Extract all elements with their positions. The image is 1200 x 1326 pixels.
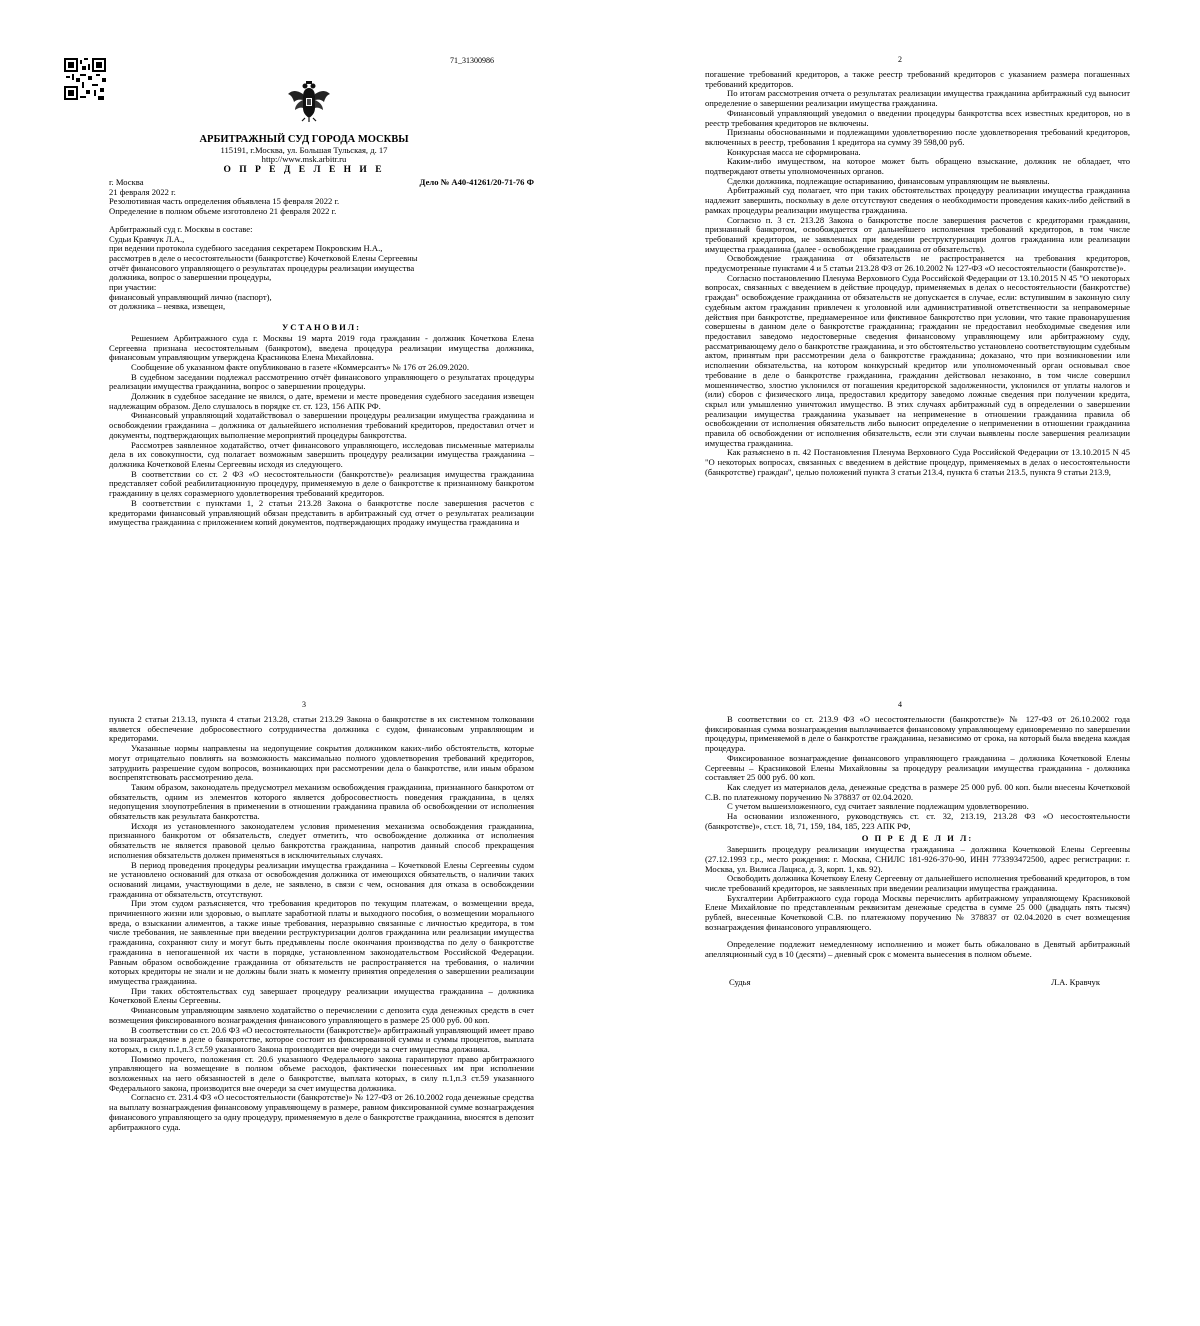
paragraph: Согласно постановлению Пленума Верховного Суда Российской Федерации от 13.10.2015 N 45 "О некоторых вопросах, связанных с введением в действие процедур, применяемых в делах о несостоятельности (банкротстве) граждан" освобождение гражданина от обязательств не допускается в случае, если: вступившим в законную силу судебным актом гражданин привлечен к уголовной или административной ответственности за неправомерные действия при банкротстве, преднамеренное или фиктивное банкротство при условии, что такие правонарушения совершены в данном деле о банкротстве гражданина; гражданин не предоставил необходимые сведения или предоставил заведомо недостоверные сведения финансовому управляющему или арбитражному суду, рассматривающему дело о банкротстве гражданина, и это обстоятельство установлено соответствующим судебным актом, принятым при рассмотрении дела о банкротстве гражданина; доказано, что при возникновении или исполнении обязательства, на котором конкурсный кредитор или уполномоченный орган основывал свое требование в деле о банкротстве гражданина, гражданин действовал незаконно, в том числе совершил мошенничество, злостно уклонился от погашения кредиторской задолженности, уклонился от уплаты налогов и (или) сборов с физического лица, предоставил кредитору заведомо ложные сведения при получении кредита, скрыл или умышленно уничтожил имущество. В этих случаях арбитражный суд в определении о завершении реализации имущества гражданина указывает на неприменение в отношении гражданина правила об освобождении от исполнения обязательств либо выносит определение о неприменении в отношении гражданина правила об освобождении от исполнения обязательств, если эти случаи выявлены после завершения реализации имущества гражданина.: [705, 272, 1130, 448]
full-text-date-line: Определение в полном объеме изготовлено 21 февраля 2022 г.: [109, 206, 337, 217]
page-number: 4: [898, 700, 902, 709]
paragraph: пункта 2 статьи 213.13, пункта 4 статьи 213.28, статьи 213.29 Закона о банкротстве в их системном толковании является обеспечение добросовестного сотрудничества должника с судом, финансовым управляющим и кредиторами.: [109, 714, 534, 744]
signature-row: [705, 978, 1130, 988]
paragraph: Согласно п. 3 ст. 213.28 Закона о банкротстве после завершения расчетов с кредиторами гражданин, признанный банкротом, освобождается от дальнейшего исполнения требований кредиторов, в том числе требований кредиторов, не заявленных при введении реструктуризации долгов гражданина или реализации имущества гражданина (далее - освобождение гражданина от обязательств).: [705, 214, 1130, 254]
decision-paragraph: Бухгалтерии Арбитражного суда города Москвы перечислить арбитражному управляющему Красниковой Елене Михайловне по представленным реквизитам денежные средства в сумме 25 000 (двадцать пять тысяч) рублей, внесенные Кочетковой С.В. по платежному поручению № 378837 от 02.04.2020 в счет возмещения вознаграждения финансового управляющего.: [705, 892, 1130, 932]
composition-block: [109, 225, 534, 312]
paragraph: Фиксированное вознаграждение финансового управляющего гражданина – должника Кочетковой Елены Сергеевны – Красниковой Елены Михайловны за процедуру реализации имущества гражданина - должника составляет 25 000 руб. 00 коп.: [705, 752, 1130, 783]
paragraph: В соответствии со ст. 20.6 ФЗ «О несостоятельности (банкротстве)» арбитражный управляющий имеет право на вознаграждение в деле о банкротстве, которое состоит из фиксированной суммы и суммы процентов, выплата которых, в силу п.1,п.3 ст.59 указанного Закона производится вне очереди за счет имущества должника.: [109, 1024, 534, 1054]
document-date: 21 февраля 2022 г.: [109, 186, 176, 197]
paragraph: погашение требований кредиторов, а также реестр требований кредиторов с указанием размера погашенных требований кредиторов.: [705, 69, 1130, 89]
composition-line: при ведении протокола судебного заседания секретарем Покровским Н.А.,: [109, 243, 383, 254]
page-1: [60, 50, 548, 650]
paragraph: Помимо прочего, положения ст. 20.6 указанного Федерального закона гарантируют право арбитражного управляющего на возмещение в полном объеме расходов, фактически понесенных им при исполнении возложенных на него обязанностей в деле о банкротстве, выплата которых, в силу п.1,п.3 ст.59 указанного Федерального закона, производится вне очереди за счет имущества должника.: [109, 1053, 534, 1093]
document-meta: [109, 178, 534, 528]
judge-name: Л.А. Кравчук: [1051, 976, 1100, 987]
page-3: [60, 695, 548, 1295]
page-body: [705, 715, 1130, 988]
page-4: [656, 695, 1144, 1295]
document-type: О П Р Е Д Е Л Е Н И Е: [223, 164, 385, 175]
section-heading: О П Р Е Д Е Л И Л:: [861, 833, 974, 844]
coat-of-arms-icon: [286, 80, 332, 122]
composition-line: от должника – неявка, извещен,: [109, 301, 226, 312]
appeal-paragraph: Определение подлежит немедленному исполнению и может быть обжаловано в Девятый арбитражный апелляционный суд в 10 (десяти) – дневный срок с момента вынесения в полном объеме.: [705, 939, 1130, 960]
paragraph: В судебном заседании подлежал рассмотрению отчёт финансового управляющего о результатах процедуры реализации имущества гражданина, вопрос о завершении процедуры.: [109, 371, 534, 392]
paragraph: Признаны обоснованными и подлежащими удовлетворению после удовлетворения требований кредиторов, включенных в реестр, требования 1 кредитора на сумму 39 598,00 руб.: [705, 127, 1130, 147]
composition-line: финансовый управляющий лично (паспорт),: [109, 291, 272, 302]
composition-line: при участии:: [109, 282, 157, 293]
paragraph: В период проведения процедуры реализации имущества гражданина – Кочетковой Елены Сергеевны судом не установлено оснований для отказа от освобождения должника от имеющихся обязательств, о наличии таких оснований лицами, участвующими в деле, не заявлено, в связи с чем, основания для отказа в освобождении гражданина от обязательств, отсутствуют.: [109, 859, 534, 899]
section-heading: УСТАНОВИЛ:: [281, 322, 362, 333]
page-body: [109, 715, 534, 1132]
document-id: 71_31300986: [450, 56, 494, 65]
paragraph: Освобождение гражданина от обязательств не распространяется на требования кредиторов, предусмотренные пунктами 4 и 5 статьи 213.28 ФЗ от 26.10.2002 № 127-ФЗ «О несостоятельности (банкротстве)».: [705, 253, 1130, 274]
paragraph: Финансовый управляющий уведомил о введении процедуры банкротства всех известных кредиторов, но в реестр требования кредиторов не включены.: [705, 107, 1130, 128]
composition-line: отчёт финансового управляющего о результатах процедуры реализации имущества: [109, 262, 415, 273]
decision-paragraph: Освободить должника Кочеткову Елену Сергеевну от дальнейшего исполнения требований кредиторов, в том числе требований кредиторов, не заявленных при введении реализации имущества гражданина.: [705, 873, 1130, 893]
composition-line: должника, вопрос о завершении процедуры,: [109, 272, 272, 283]
paragraph: Указанные нормы направлены на недопущение сокрытия должником каких-либо обстоятельств, которые могут отрицательно повлиять на возможность максимально полного удовлетворения требований кредиторов, затруднить разрешение судом вопросов, возникающих при рассмотрении дела о банкротстве, или иным образом воспрепятствовать рассмотрению дела.: [109, 743, 534, 783]
paragraph: При этом судом разъясняется, что требования кредиторов по текущим платежам, о возмещении вреда, причиненного жизни или здоровью, о выплате заработной платы и выходного пособия, о возмещении морального вреда, о взыскании алиментов, а также иные требования, неразрывно связанные с личностью кредитора, в том числе требования, не заявленные при введении реструктуризации долгов гражданина или реализации имущества гражданина, сохраняют силу и могут быть предъявлены после окончания производства по делу о банкротстве гражданина в непогашенной их части в порядке, установленном законодательством Российской Федерации. Равным образом освобождение гражданина от обязательств не распространяется на требования, о наличии которых кредиторы не знали и не должны были знать к моменту принятия определения о завершении реализации имущества гражданина.: [109, 898, 534, 986]
composition-line: Арбитражный суд г. Москвы в составе:: [109, 223, 253, 234]
paragraph: В соответствии со ст. 213.9 ФЗ «О несостоятельности (банкротстве)» № 127-ФЗ от 26.10.2002 года фиксированная сумма вознаграждения выплачивается финансовому управляющему единовременно по завершении процедуры, применяемой в деле о банкротстве гражданина, независимо от срока, на который была введена каждая процедура.: [705, 714, 1130, 754]
city: г. Москва: [109, 177, 144, 187]
paragraph: В соответствии с пунктами 1, 2 статьи 213.28 Закона о банкротстве после завершения расчетов с кредиторами финансовый управляющий обязан представить в арбитражный суд отчет о результатах реализации имущества гражданина с приложением копий документов, подтверждающих продажу имущества гражданина и: [109, 497, 534, 528]
paragraph: Исходя из установленного законодателем условия применения механизма освобождения гражданина, признанного банкротом от обязательств, следует отметить, что освобождение должника от исполнения обязательств не является правовой целью банкротства гражданина, напротив данный способ прекращения исполнения обязательств должен применяться в исключительных случаях.: [109, 820, 534, 860]
court-address: 115191, г.Москва, ул. Большая Тульская, д. 17: [220, 145, 388, 155]
composition-line: рассмотрев в деле о несостоятельности (банкротстве) Кочетковой Елены Сергеевны: [109, 252, 418, 263]
paragraph: Должник в судебное заседание не явился, о дате, времени и месте проведения судебного заседания извещен надлежащим образом. Дело слушалось в порядке ст. ст. 123, 156 АПК РФ.: [109, 391, 534, 411]
paragraph: Таким образом, законодатель предусмотрел механизм освобождения гражданина, признанного банкротом от обязательств, одним из элементов которого является добросовестность поведения гражданина, в целях недопущения злоупотребления в применении в отношении гражданина правила об освобождении от исполнения обязательств как результата банкротства.: [109, 781, 534, 822]
paragraph: При таких обстоятельствах суд завершает процедуру реализации имущества гражданина – должника Кочетковой Елены Сергеевны.: [109, 985, 534, 1006]
paragraph: Согласно ст. 231.4 ФЗ «О несостоятельности (банкротстве)» № 127-ФЗ от 26.10.2002 года денежные средства на выплату вознаграждения финансовому управляющему в размере, равном фиксированной сумме вознаграждения финансового управляющего за одну процедуру, применяемую в деле о банкротстве гражданина, вносятся в депозит арбитражного суда.: [109, 1092, 534, 1132]
court-header: [60, 134, 548, 176]
decision-paragraph: Завершить процедуру реализации имущества гражданина – должника Кочетковой Елены Сергеевны (27.12.1993 г.р., место рождения: г. Москва, СНИЛС 181-926-370-90, ИНН 773393472500, адрес регистрации: г. Москва, ул. Вилиса Лациса, д. 3, корп. 1, кв. 92).: [705, 844, 1130, 874]
paragraph: Решением Арбитражного суда г. Москвы 19 марта 2019 года гражданин - должник Кочеткова Елена Сергеевна признана несостоятельным (банкротом), введена процедура реализации имущества должника, финансовым управляющим утверждена Красникова Елена Михайловна.: [109, 332, 534, 363]
court-website: http://www.msk.arbitr.ru: [261, 154, 347, 165]
paragraph: По итогам рассмотрения отчета о результатах реализации имущества гражданина арбитражный суд выносит определение о завершении реализации имущества гражданина.: [705, 88, 1130, 109]
qr-code-icon: [64, 58, 106, 100]
paragraph: Финансовым управляющим заявлено ходатайство о перечислении с депозита суда денежных средств в счет возмещения фиксированного вознаграждения финансового управляющего в размере 25 000 руб. 00 коп.: [109, 1005, 534, 1025]
paragraph: Сообщение об указанном факте опубликовано в газете «Коммерсантъ» № 176 от 26.09.2020.: [131, 361, 469, 372]
paragraph: Рассмотрев заявленное ходатайство, отчет финансового управляющего, исследовав письменные материалы дела в их совокупности, суд полагает возможным завершить процедуру реализации имущества гражданина – должника Кочетковой Елены Сергеевны исходя из следующего.: [109, 439, 534, 469]
paragraph: Сделки должника, подлежащие оспариванию, финансовым управляющим не выявлены.: [727, 175, 1050, 186]
composition-line: Судьи Кравчук Л.А.,: [109, 233, 185, 244]
page-2: [656, 50, 1144, 650]
paragraph: С учетом вышеизложенного, суд считает заявление подлежащим удовлетворению.: [727, 801, 1029, 812]
judge-label: Судья: [729, 976, 751, 987]
page-number: 3: [302, 700, 306, 709]
court-name: АРБИТРАЖНЫЙ СУД ГОРОДА МОСКВЫ: [199, 134, 409, 145]
paragraph: На основании изложенного, руководствуясь ст. ст. 32, 213.19, 213.28 ФЗ «О несостоятельности (банкротстве)», ст.ст. 18, 71, 159, 184, 185, 223 АПК РФ,: [705, 811, 1130, 831]
paragraph: Арбитражный суд полагает, что при таких обстоятельствах процедуру реализации имущества гражданина надлежит завершить, поскольку в деле отсутствуют сведения о необходимости проведения каких-либо действий в рамках процедуры реализации имущества гражданина.: [705, 185, 1130, 215]
paragraph: В соответствии со ст. 2 ФЗ «О несостоятельности (банкротстве)» реализация имущества гражданина представляет собой реабилитационную процедуру, применяемую в деле о банкротстве к признанному банкротом гражданину в целях соразмерного удовлетворения требований кредиторов.: [109, 468, 534, 499]
paragraph: Как разъяснено в п. 42 Постановления Пленума Верховного Суда Российской Федерации от 13.10.2015 N 45 "О некоторых вопросах, связанных с введением в действие процедур, применяемых в делах о несостоятельности (банкротстве) граждан", целью положений пункта 3 статьи 213.4, пункта 6 статьи 213.5, пункта 9 статьи 213.9,: [705, 447, 1130, 477]
paragraph: Каким-либо имуществом, на которое может быть обращено взыскание, должник не обладает, что подтверждают ответы уполномоченных органов.: [705, 156, 1130, 177]
resolution-date-line: Резолютивная часть определения объявлена 15 февраля 2022 г.: [109, 196, 340, 207]
paragraph: Как следует из материалов дела, денежные средства в размере 25 000 руб. 00 коп. были внесены Кочетковой С.В. по платежному поручению № 378837 от 02.04.2020.: [705, 781, 1130, 802]
case-number: Дело № А40-41261/20-71-76 Ф: [419, 177, 534, 187]
paragraph: Конкурсная масса не сформирована.: [727, 146, 861, 157]
page-body: [705, 70, 1130, 478]
page-number: 2: [898, 55, 902, 64]
paragraph: Финансовый управляющий ходатайствовал о завершении процедуры реализации имущества гражданина и освобождении гражданина – должника от дальнейшего исполнения требований кредиторов, предоставил отчет и документы, подтверждающих выполнение мероприятий процедуры банкротства.: [109, 410, 534, 440]
